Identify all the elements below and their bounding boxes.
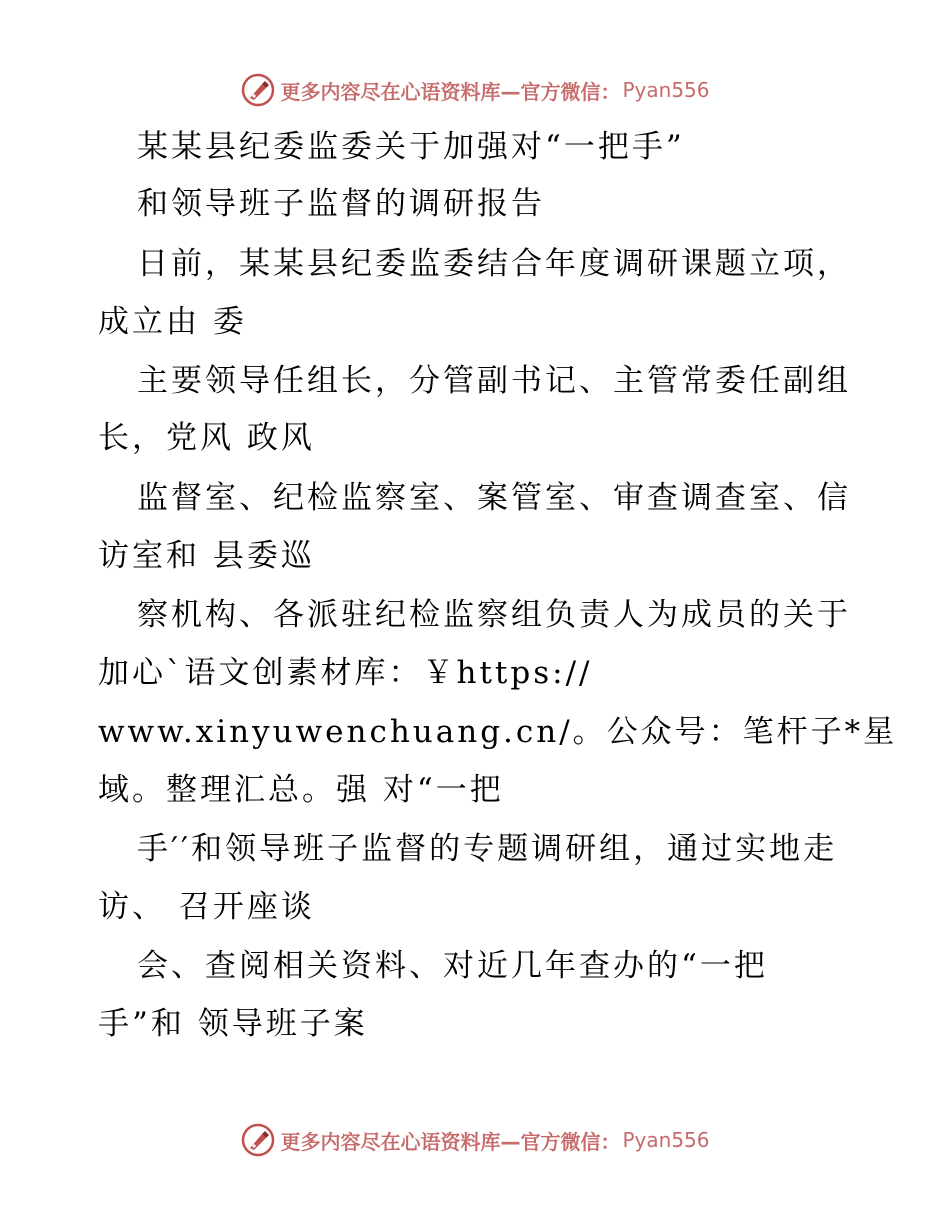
paragraph-line: 加心`语文创素材库：￥https:// — [98, 655, 593, 691]
title-line-1: 某某县纪委监委关于加强对“一把手” — [137, 129, 685, 165]
paragraph-line: 手′′和领导班子监督的专题调研组，通过实地走 — [137, 831, 838, 867]
banner-wechat-id: Pyan556 — [622, 1128, 710, 1152]
paragraph-line: 成立由 委 — [98, 304, 247, 340]
paragraph-line: 日前，某某县纪委监委结合年度调研课题立项， — [137, 246, 851, 282]
title-line-2: 和领导班子监督的调研报告 — [137, 186, 545, 222]
banner-wechat-id: Pyan556 — [622, 78, 710, 102]
paragraph-line: 主要领导任组长，分管副书记、主管常委任副组 — [137, 363, 851, 399]
paragraph-line: 监督室、纪检监察室、案管室、审查调查室、信 — [137, 480, 851, 516]
paragraph-line: 会、查阅相关资料、对近几年查办的“一把 — [137, 948, 768, 984]
paragraph-line: 手”和 领导班子案 — [98, 1006, 368, 1042]
paragraph-line: 察机构、各派驻纪检监察组负责人为成员的关于 — [137, 597, 851, 633]
pen-nib-logo-icon — [240, 1122, 276, 1158]
paragraph-line: 访、 召开座谈 — [98, 889, 315, 925]
banner-text: 更多内容尽在心语资料库—官方微信： — [280, 1129, 621, 1154]
paragraph-line: 域。整理汇总。强 对“一把 — [98, 772, 504, 808]
banner-text: 更多内容尽在心语资料库—官方微信： — [280, 79, 621, 104]
paragraph-line: 访室和 县委巡 — [98, 538, 315, 574]
footer-watermark-banner — [0, 1120, 950, 1160]
paragraph-line: www.xinyuwenchuang.cn/。公众号：笔杆子*星 — [98, 714, 898, 750]
paragraph-line: 长，党风 政风 — [98, 420, 315, 456]
